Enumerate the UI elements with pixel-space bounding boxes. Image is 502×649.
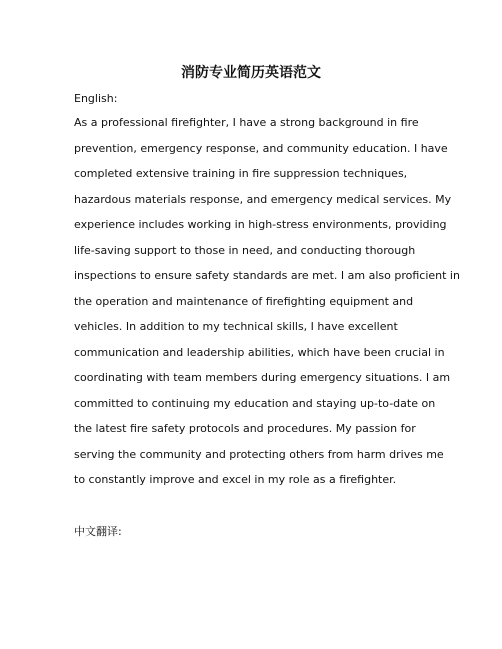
paragraph-line: the operation and maintenance of firefighting equipment and — [74, 294, 414, 308]
paragraph-line: serving the community and protecting others from harm drives me — [74, 447, 444, 461]
chinese-section-label: 中文翻译: — [74, 525, 122, 538]
paragraph-line: life-saving support to those in need, and conducting thorough — [74, 243, 416, 257]
paragraph-line: experience includes working in high-stress environments, providing — [74, 218, 447, 231]
paragraph-line: As a professional firefighter, I have a strong background in fire — [74, 116, 419, 129]
document-title: 消防专业简历英语范文 — [181, 65, 321, 81]
paragraph-line: the latest fire safety protocols and procedures. My passion for — [74, 422, 416, 435]
paragraph-line: hazardous materials response, and emergency medical services. My — [74, 192, 452, 206]
english-section-label: English: — [74, 92, 118, 105]
paragraph-line: communication and leadership abilities, which have been crucial in — [74, 345, 445, 359]
paragraph-line: completed extensive training in fire suppression techniques, — [74, 167, 408, 180]
paragraph-line: inspections to ensure safety standards are met. I am also proficient in — [74, 269, 460, 282]
paragraph-line: prevention, emergency response, and community education. I have — [74, 141, 448, 155]
paragraph-line: committed to continuing my education and staying up-to-date on — [74, 396, 436, 410]
english-paragraph — [74, 110, 460, 493]
paragraph-line: to constantly improve and excel in my role as a firefighter. — [74, 473, 397, 486]
paragraph-line: coordinating with team members during emergency situations. I am — [74, 371, 451, 384]
paragraph-line: vehicles. In addition to my technical skills, I have excellent — [74, 320, 398, 333]
